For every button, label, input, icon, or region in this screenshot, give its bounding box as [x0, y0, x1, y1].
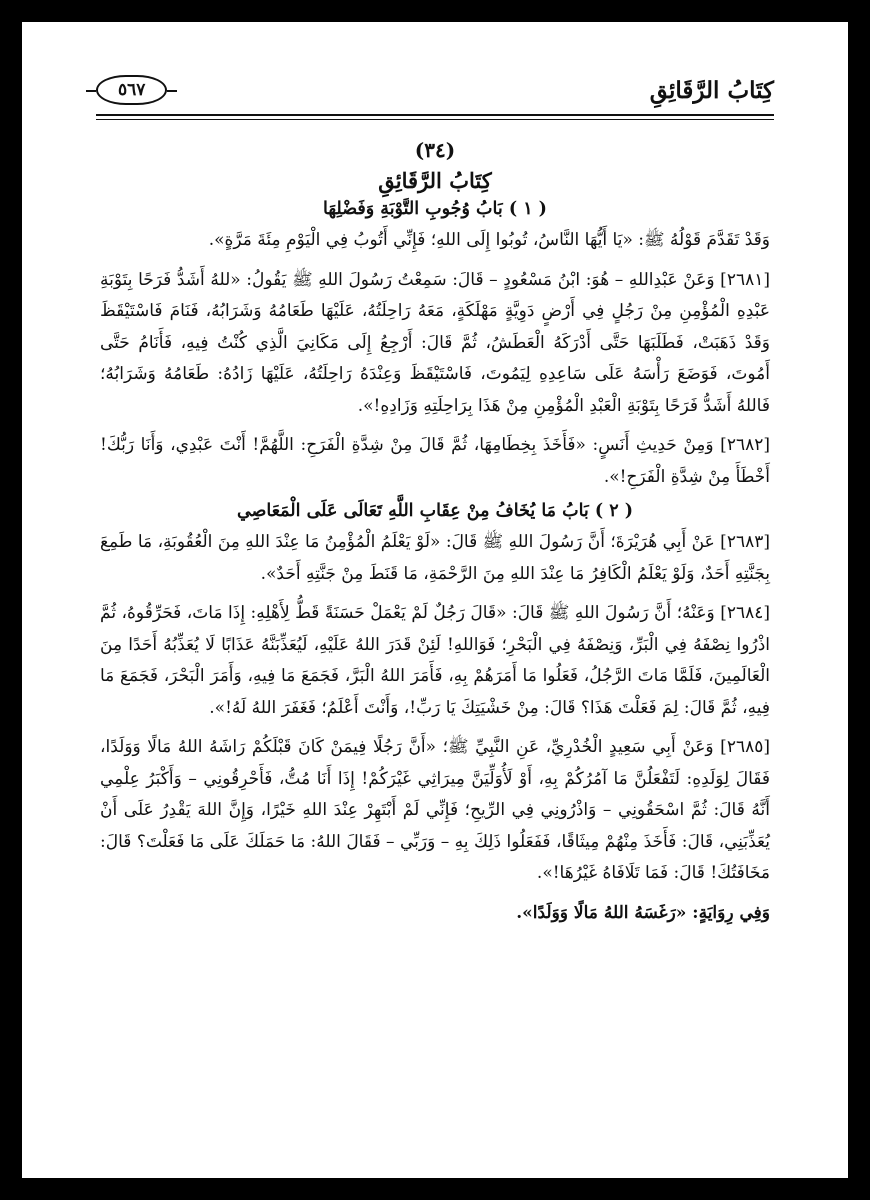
- narration-note: وَفِي رِوَايَةٍ: «رَغَسَهُ اللهُ مَالًا وَوَلَدًا».: [516, 902, 770, 923]
- part-number: (٣٤): [414, 138, 456, 162]
- chapter-heading: ( ١ ) بَابُ وُجُوبِ التَّوْبَةِ وَفَضْلِهَا: [323, 199, 547, 219]
- running-title: كِتَابُ الرَّقَائِقِ: [649, 76, 774, 104]
- page-content: [100, 134, 770, 1166]
- header-rule-thin: [96, 119, 774, 120]
- book-title: كِتَابُ الرَّقَائِقِ: [378, 168, 492, 193]
- book-page: [22, 22, 848, 1178]
- paragraph: وَقَدْ تَقَدَّمَ قَوْلُهُ ﷺ: «يَا أَيُّهَا النَّاسُ، تُوبُوا إِلَى اللهِ؛ فَإِنِّي أَتُوبُ فِي الْيَوْمِ مِئَةَ مَرَّةٍ».: [208, 230, 770, 250]
- hadith-paragraph: [٢٦٨٥] وَعَنْ أَبِي سَعِيدٍ الْخُدْرِيِّ، عَنِ النَّبِيِّ ﷺ؛ «أَنَّ رَجُلًا فِيمَنْ كَانَ قَبْلَكُمْ رَاشَهُ اللهُ مَالًا وَوَلَدًا، فَقَالَ لِوَلَدِهِ: لَتَفْعَلُنَّ مَا آمُرُكُمْ بِهِ، أَوْ لَأُوَلِّيَنَّ مِيرَاثِي غَيْرَكُمْ! إِذَا أَنَا مُتُّ، فَأَحْرِقُونِي – وَأَكْبَرُ عِلْمِي أَنَّهُ قَالَ: ثُمَّ اسْحَقُونِي – وَاذْرُونِي فِي الرِّيحِ؛ فَإِنِّي لَمْ أَبْتَهِرْ عِنْدَ اللهِ خَيْرًا، وَإِنَّ اللهَ يَقْدِرُ عَلَى أَنْ يُعَذِّبَنِي، قَالَ: فَأَخَذَ مِنْهُمْ مِيثَاقًا، فَفَعَلُوا ذَلِكَ بِهِ – وَرَبِّي – فَقَالَ اللهُ: مَا حَمَلَكَ عَلَى مَا فَعَلْتَ؟ قَالَ: مَخَافَتُكَ! قَالَ: فَمَا تَلَافَاهُ غَيْرُهَا!».: [100, 737, 770, 883]
- hadith-paragraph: [٢٦٨٤] وَعَنْهُ؛ أَنَّ رَسُولَ اللهِ ﷺ قَالَ: «قَالَ رَجُلٌ لَمْ يَعْمَلْ حَسَنَةً قَطُّ لِأَهْلِهِ: إِذَا مَاتَ، فَحَرِّقُوهُ، ثُمَّ اذْرُوا نِصْفَهُ فِي الْبَرِّ، وَنِصْفَهُ فِي الْبَحْرِ؛ فَوَاللهِ! لَئِنْ قَدَرَ اللهُ عَلَيْهِ، لَيُعَذِّبَنَّهُ عَذَابًا لَا يُعَذِّبُهُ أَحَدًا مِنَ الْعَالَمِينَ، فَلَمَّا مَاتَ الرَّجُلُ، فَعَلُوا مَا أَمَرَهُمْ بِهِ، فَأَمَرَ اللهُ الْبَرَّ، فَجَمَعَ مَا فِيهِ، وَأَمَرَ الْبَحْرَ، فَجَمَعَ مَا فِيهِ، ثُمَّ قَالَ: لِمَ فَعَلْتَ هَذَا؟ قَالَ: مِنْ خَشْيَتِكَ يَا رَبِّ!، وَأَنْتَ أَعْلَمُ؛ فَغَفَرَ اللهُ لَهُ!».: [100, 603, 770, 718]
- chapter-heading: ( ٢ ) بَابُ مَا يُخَافُ مِنْ عِقَابِ اللَّهِ تَعَالَى عَلَى الْمَعَاصِي: [236, 501, 634, 521]
- page-number-badge: ٥٦٧: [96, 75, 167, 105]
- hadith-paragraph: [٢٦٨٣] عَنْ أَبِي هُرَيْرَةَ؛ أَنَّ رَسُولَ اللهِ ﷺ قَالَ: «لَوْ يَعْلَمُ الْمُؤْمِنُ مَا عِنْدَ اللهِ مِنَ الْعُقُوبَةِ، مَا طَمِعَ بِجَنَّتِهِ أَحَدٌ، وَلَوْ يَعْلَمُ الْكَافِرُ مَا عِنْدَ اللهِ مِنَ الرَّحْمَةِ، مَا قَنَطَ مِنْ جَنَّتِهِ أَحَدٌ».: [100, 532, 770, 584]
- hadith-paragraph: [٢٦٨١] وَعَنْ عَبْدِاللهِ – هُوَ: ابْنُ مَسْعُودٍ – قَالَ: سَمِعْتُ رَسُولَ اللهِ ﷺ يَقُولُ: «للهُ أَشَدُّ فَرَحًا بِتَوْبَةِ عَبْدِهِ الْمُؤْمِنِ مِنْ رَجُلٍ فِي أَرْضٍ دَوِيَّةٍ مَهْلَكَةٍ، مَعَهُ رَاحِلَتُهُ، عَلَيْهَا طَعَامُهُ وَشَرَابُهُ، فَنَامَ فَاسْتَيْقَظَ وَقَدْ ذَهَبَتْ، فَطَلَبَهَا حَتَّى أَدْرَكَهُ الْعَطَشُ، ثُمَّ قَالَ: أَرْجِعُ إِلَى مَكَانِيَ الَّذِي كُنْتُ فِيهِ، فَأَنَامُ حَتَّى أَمُوتَ، فَوَضَعَ رَأْسَهُ عَلَى سَاعِدِهِ لِيَمُوتَ، فَاسْتَيْقَظَ وَعِنْدَهُ رَاحِلَتُهُ، عَلَيْهَا زَادُهُ: طَعَامُهُ وَشَرَابُهُ؛ فَاللهُ أَشَدُّ فَرَحًا بِتَوْبَةِ الْعَبْدِ الْمُؤْمِنِ مِنْ هَذَا بِرَاحِلَتِهِ وَزَادِهِ!».: [100, 269, 770, 416]
- header-rule: [96, 114, 774, 116]
- running-header: [96, 70, 774, 110]
- hadith-paragraph: [٢٦٨٢] وَمِنْ حَدِيثِ أَنَسٍ: «فَأَخَذَ بِخِطَامِهَا، ثُمَّ قَالَ مِنْ شِدَّةِ الْفَرَحِ: اللَّهُمَّ! أَنْتَ عَبْدِي، وَأَنَا رَبُّكَ! أَخْطَأَ مِنْ شِدَّةِ الْفَرَحِ!».: [100, 435, 770, 487]
